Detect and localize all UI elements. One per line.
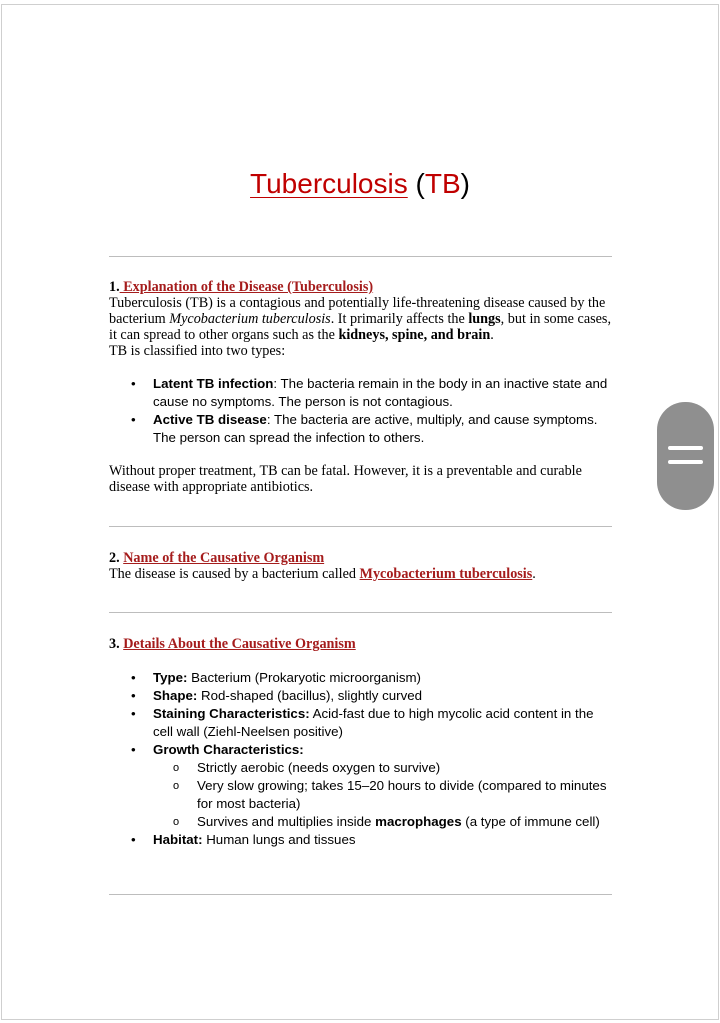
detail-term: Type: (153, 670, 188, 685)
section-1-heading (109, 279, 614, 295)
sublist-item: o Very slow growing; takes 15–20 hours to divide (compared to minutes for most bacteria) (153, 777, 609, 813)
title-main: Tuberculosis (250, 168, 408, 199)
sub-bold-macrophages: macrophages (375, 814, 462, 829)
list-item (109, 705, 609, 741)
bullet-text: : The bacteria are active, multiply, and cause symptoms. The person can spread the infection to others. (153, 412, 598, 445)
section-3 (109, 636, 614, 652)
section-2-paragraph (109, 566, 614, 582)
grip-line-icon (668, 460, 703, 464)
divider-1 (109, 256, 612, 257)
p1-italic: Mycobacterium tuberculosis (169, 311, 331, 327)
section-1 (109, 279, 614, 359)
bullet-term: Active TB disease (153, 412, 267, 427)
title-paren-open: ( (407, 168, 425, 199)
section-1-heading-text: Explanation of the Disease (Tuberculosis) (119, 279, 374, 295)
title-abbr: TB (424, 168, 461, 199)
section-1-closing: Without proper treatment, TB can be fatal. However, it is a preventable and curable disease with appropriate antibiotics. (109, 463, 582, 495)
list-item (109, 411, 609, 447)
list-item (109, 375, 609, 411)
section-1-paragraph (109, 295, 614, 343)
divider-3 (109, 612, 612, 613)
section-3-heading (109, 636, 614, 652)
document-page (1, 4, 719, 1020)
section-2-number: 2. (109, 550, 120, 566)
section-1-number: 1. (109, 279, 120, 295)
detail-text: Bacterium (Prokaryotic microorganism) (187, 670, 421, 685)
bullet-term: Latent TB infection (153, 376, 274, 391)
list-item (109, 669, 609, 687)
detail-text: Rod-shaped (bacillus), slightly curved (197, 688, 423, 703)
detail-term: Growth Characteristics: (153, 742, 304, 757)
section-3-heading-text: Details About the Causative Organism (123, 636, 356, 652)
section-3-number: 3. (109, 636, 120, 652)
p1-text-b: . It primarily affects the (330, 311, 469, 327)
list-item (109, 741, 609, 831)
tb-types-list (109, 375, 609, 447)
growth-sublist (153, 759, 609, 831)
section-2-heading (109, 550, 614, 566)
sub-text-b: (a type of immune cell) (461, 814, 600, 829)
organism-details-list (109, 669, 609, 849)
grip-line-icon (668, 446, 703, 450)
list-item (109, 831, 609, 849)
detail-term: Shape: (153, 688, 198, 703)
p1-bold-lungs: lungs (468, 311, 501, 327)
detail-term: Staining Characteristics: (153, 706, 310, 721)
p1-bold-organs: kidneys, spine, and brain (338, 327, 491, 343)
p1-text-d: . (490, 327, 494, 343)
detail-text: Acid-fast due to high mycolic acid content in the cell wall (Ziehl-Neelsen positive) (153, 706, 594, 739)
detail-term: Habitat: (153, 832, 203, 847)
list-item (109, 687, 609, 705)
divider-4 (109, 894, 612, 895)
section-1-types-intro: TB is classified into two types: (109, 343, 286, 359)
divider-2 (109, 526, 612, 527)
bullet-text: : The bacteria remain in the body in an inactive state and cause no symptoms. The person is not contagious. (153, 376, 608, 409)
sub-text-a: Survives and multiplies inside (197, 814, 376, 829)
sublist-item: o Strictly aerobic (needs oxygen to survive) (153, 759, 609, 777)
organism-name: Mycobacterium tuberculosis (359, 566, 533, 582)
s2-text-b: . (532, 566, 536, 582)
scroll-handle[interactable] (657, 402, 714, 510)
document-title (0, 168, 720, 200)
s2-text-a: The disease is caused by a bacterium called (109, 566, 360, 582)
sublist-item (153, 813, 609, 831)
detail-text: Human lungs and tissues (202, 832, 356, 847)
p1-text-c: , but in some cases, it can spread to other organs such as the (109, 311, 611, 343)
title-paren-close: ) (460, 168, 470, 199)
section-2-heading-text: Name of the Causative Organism (123, 550, 325, 566)
p1-text-a: Tuberculosis (TB) is a contagious and potentially life-threatening disease caused by the bacterium (109, 295, 606, 327)
section-2 (109, 550, 614, 582)
